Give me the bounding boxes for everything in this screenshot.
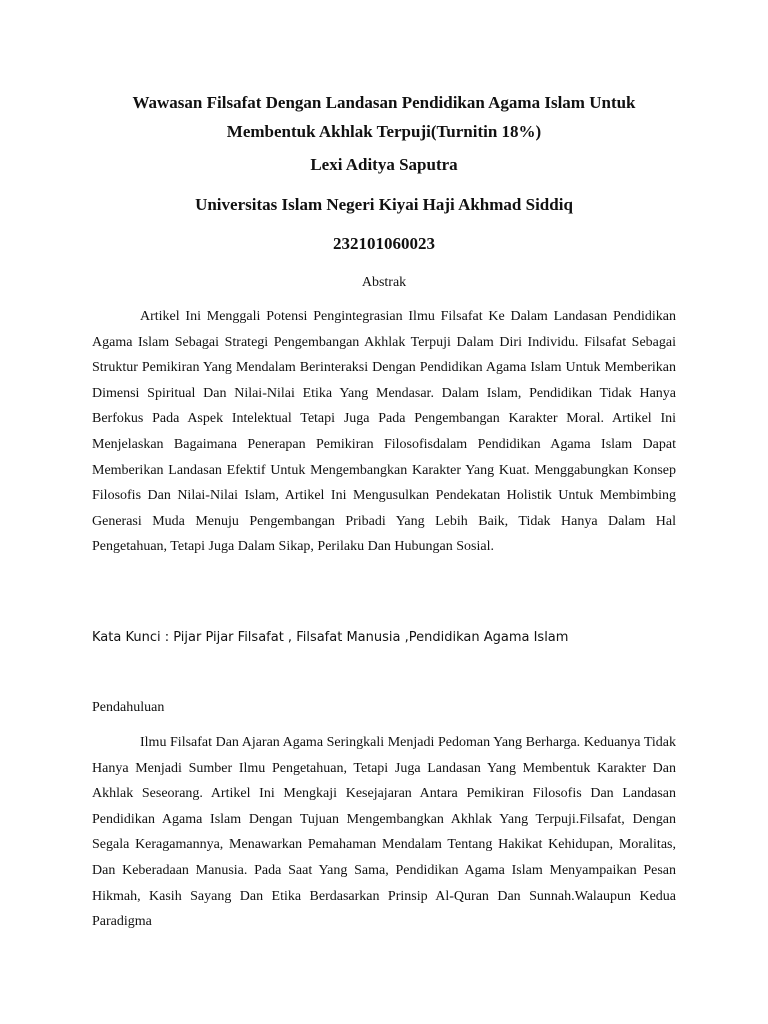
abstract-paragraph: Artikel Ini Menggali Potensi Pengintegrasian Ilmu Filsafat Ke Dalam Landasan Pendidikan Agama Islam Sebagai Strategi Pengembangan Akhlak Terpuji Dalam Diri Individu. Filsafat Sebagai Struktur Pemikiran Yang Mendalam Berinteraksi Dengan Pendidikan Agama Islam Untuk Memberikan Dimensi Spiritual Dan Nilai-Nilai Etika Yang Mendasar. Dalam Islam, Pendidikan Tidak Hanya Berfokus Pada Aspek Intelektual Tetapi Juga Pada Pengembangan Karakter Moral. Artikel Ini Menjelaskan Bagaimana Penerapan Pemikiran Filosofisdalam Pendidikan Agama Islam Dapat Memberikan Landasan Efektif Untuk Mengembangkan Karakter Yang Kuat. Menggabungkan Konsep Filosofis Dan Nilai-Nilai Islam, Artikel Ini Mengusulkan Pendekatan Holistik Untuk Membimbing Generasi Muda Menuju Pengembangan Pribadi Yang Lebih Baik, Tidak Hanya Dalam Hal Pengetahuan, Tetapi Juga Dalam Sikap, Perilaku Dan Hubungan Sosial. (92, 309, 676, 555)
document-title: Wawasan Filsafat Dengan Landasan Pendidikan Agama Islam Untuk Membentuk Akhlak Terpuji(Turnitin 18%) (132, 93, 636, 141)
introduction-paragraph: Ilmu Filsafat Dan Ajaran Agama Seringkali Menjadi Pedoman Yang Berharga. Keduanya Tidak Hanya Menjadi Sumber Ilmu Pengetahuan, Tetapi Juga Landasan Yang Membentuk Karakter Dan Akhlak Seseorang. Artikel Ini Mengkaji Kesejajaran Antara Pemikiran Filosofis Dan Landasan Pendidikan Agama Islam Dengan Tujuan Mengembangkan Akhlak Yang Terpuji.Filsafat, Dengan Segala Keragamannya, Menawarkan Pemahaman Mendalam Tentang Hakikat Kehidupan, Moralitas, Dan Keberadaan Manusia. Pada Saat Yang Sama, Pendidikan Agama Islam Menyampaikan Pesan Hikmah, Kasih Sayang Dan Etika Berdasarkan Prinsip Al-Quran Dan Sunnah.Walaupun Kedua Paradigma (92, 735, 676, 930)
author-name: Lexi Aditya Saputra (310, 155, 458, 174)
keywords-line: Kata Kunci : Pijar Pijar Filsafat , Filsafat Manusia ,Pendidikan Agama Islam (92, 630, 569, 645)
section-heading-introduction: Pendahuluan (92, 700, 165, 715)
student-id: 232101060023 (333, 234, 435, 253)
university-name: Universitas Islam Negeri Kiyai Haji Akhmad Siddiq (195, 195, 573, 214)
abstract-heading: Abstrak (361, 275, 407, 290)
